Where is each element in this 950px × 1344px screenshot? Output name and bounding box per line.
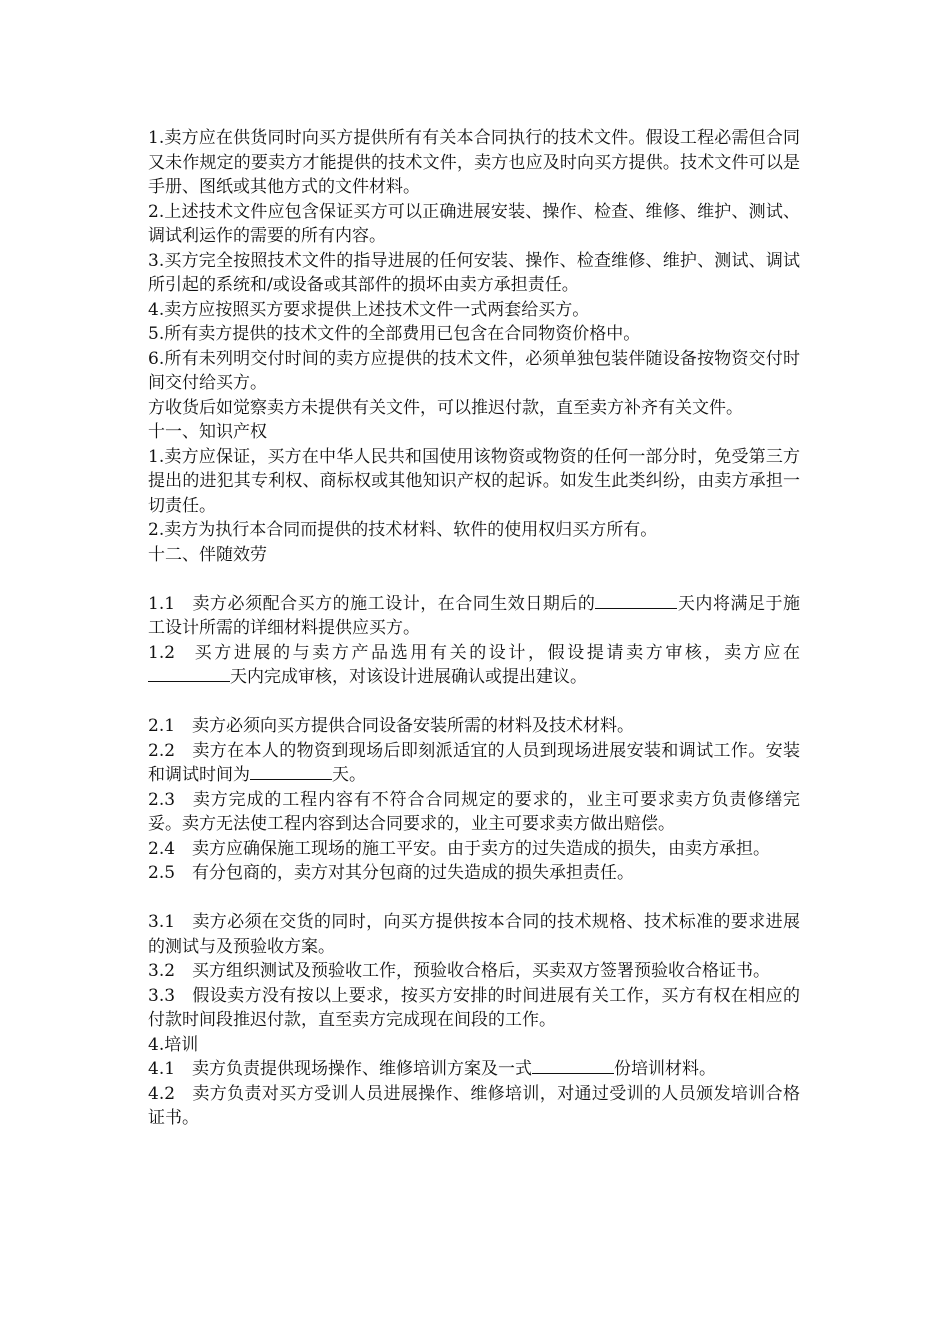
clause-text: 卖方在本人的物资到现场后即刻派适宜的人员到现场进展安装和调试工作。安装和调试时间为	[148, 740, 800, 785]
blank-line	[148, 886, 800, 911]
document-page	[148, 126, 800, 1131]
heading-accompanying-services: 十二、伴随效劳	[148, 544, 267, 565]
clause-4-1	[148, 1057, 800, 1082]
clause-3-1	[148, 910, 800, 959]
clause-text: 卖方负责提供现场操作、维修培训方案及一式	[192, 1059, 532, 1079]
paragraph-tech-docs-1: 1.卖方应在供货同时向买方提供所有有关本合同执行的技术文件。假设工程必需但合同又未作规定的要卖方才能提供的技术文件，卖方也应及时向买方提供。技术文件可以是手册、图纸或其他方式的文件材料。	[148, 128, 800, 197]
clause-2-2	[148, 739, 800, 788]
clause-2-5	[148, 861, 800, 886]
paragraph-tech-docs-5: 5.所有卖方提供的技术文件的全部费用已包含在合同物资价格中。	[148, 324, 641, 344]
fill-blank-line	[250, 763, 332, 780]
clause-text: 卖方必须向买方提供合同设备安装所需的材料及技术材料。	[192, 716, 634, 736]
clause-text: 有分包商的，卖方对其分包商的过失造成的损失承担责任。	[192, 863, 634, 883]
clause-text: 天。	[332, 765, 366, 785]
clause-text: 卖方应确保施工现场的施工平安。由于卖方的过失造成的损失，由卖方承担。	[192, 838, 770, 859]
paragraph-tech-docs-4: 4.卖方应按照买方要求提供上述技术文件一式两套给买方。	[148, 299, 590, 320]
heading-intellectual-property: 十一、知识产权	[148, 422, 267, 442]
clause-number: 3.2	[148, 961, 176, 981]
clause-text: 卖方负责对买方受训人员进展操作、维修培训，对通过受训的人员颁发培训合格证书。	[148, 1083, 800, 1128]
blank-line	[148, 567, 800, 592]
clause-1-1	[148, 592, 800, 641]
clause-text: 买方进展的与卖方产品选用有关的设计，假设提请卖方审核，卖方应在	[192, 642, 800, 663]
clause-2-4	[148, 837, 800, 862]
clause-number: 2.4	[148, 838, 176, 859]
fill-blank-line	[148, 665, 230, 682]
clause-number: 1.1	[148, 593, 176, 614]
clause-text: 买方组织测试及预验收工作，预验收合格后，买卖双方签署预验收合格证书。	[192, 961, 770, 981]
clause-text: 卖方必须在交货的同时，向买方提供按本合同的技术规格、技术标准的要求进展的测试与及预验收方案。	[148, 912, 800, 957]
paragraph-tech-docs-7: 方收货后如觉察卖方未提供有关文件，可以推迟付款，直至卖方补齐有关文件。	[148, 397, 743, 418]
clause-3-2	[148, 959, 800, 984]
clause-text: 假设卖方没有按以上要求，按买方安排的时间进展有关工作，买方有权在相应的付款时间段推迟付款，直至卖方完成现在间段的工作。	[148, 985, 800, 1030]
fill-blank-line	[532, 1057, 614, 1074]
clause-2-1	[148, 714, 800, 739]
clause-text: 卖方完成的工程内容有不符合合同规定的要求的，业主可要求卖方负责修缮完妥。卖方无法使工程内容到达合同要求的，业主可要求卖方做出赔偿。	[148, 789, 800, 834]
blank-line	[148, 690, 800, 715]
paragraph-ip-1: 1.卖方应保证，买方在中华人民共和国使用该物资或物资的任何一部分时，免受第三方提出的进犯其专利权、商标权或其他知识产权的起诉。如发生此类纠纷，由卖方承担一切责任。	[148, 446, 800, 516]
clause-number: 1.2	[148, 642, 176, 663]
fill-blank-line	[595, 592, 677, 609]
clause-text: 天内将满足于施工设计所需的详细材料提供应买方。	[148, 593, 801, 638]
clause-number: 2.3	[148, 789, 176, 810]
clause-text: 卖方必须配合买方的施工设计，在合同生效日期后的	[192, 593, 596, 614]
clause-number: 3.3	[148, 985, 176, 1006]
clause-1-2	[148, 641, 800, 690]
clause-number: 2.1	[148, 716, 176, 736]
clause-4-2	[148, 1082, 800, 1131]
clause-text: 天内完成审核，对该设计进展确认或提出建议。	[230, 667, 587, 687]
paragraph-ip-2: 2.卖方为执行本合同而提供的技术材料、软件的使用权归买方所有。	[148, 520, 658, 540]
clause-text: 份培训材料。	[614, 1059, 716, 1079]
paragraph-tech-docs-6: 6.所有未列明交付时间的卖方应提供的技术文件，必须单独包装伴随设备按物资交付时间交付给买方。	[148, 348, 800, 393]
paragraph-tech-docs-2: 2.上述技术文件应包含保证买方可以正确进展安装、操作、检查、维修、维护、测试、调试利运作的需要的所有内容。	[148, 201, 800, 246]
clause-3-3	[148, 984, 800, 1033]
clause-number: 2.2	[148, 740, 176, 761]
clause-2-3	[148, 788, 800, 837]
clause-number: 3.1	[148, 912, 176, 932]
clause-number: 4.1	[148, 1059, 176, 1079]
heading-training: 4.培训	[148, 1034, 199, 1055]
paragraph-tech-docs-3: 3.买方完全按照技术文件的指导进展的任何安装、操作、检查维修、维护、测试、调试所引起的系统和/或设备或其部件的损坏由卖方承担责任。	[148, 250, 800, 295]
clause-number: 4.2	[148, 1083, 176, 1104]
clause-number: 2.5	[148, 863, 176, 883]
